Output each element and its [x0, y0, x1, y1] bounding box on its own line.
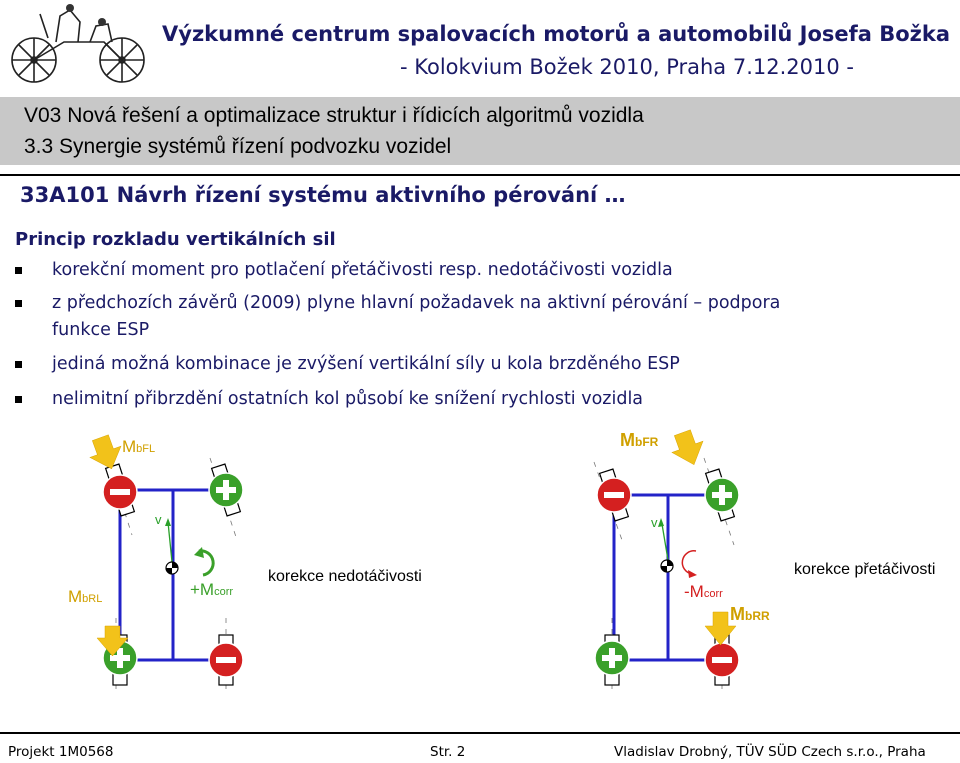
understeer-label: korekce nedotáčivosti	[268, 568, 422, 585]
vintage-car-logo-icon	[4, 2, 158, 88]
footer-divider	[0, 732, 960, 734]
footer-author: Vladislav Drobný, TÜV SÜD Czech s.r.o., Praha	[614, 744, 926, 760]
divider	[0, 174, 960, 176]
rotation-arrow-icon	[682, 551, 696, 574]
bullet-square-icon	[15, 396, 22, 403]
minus-icon	[209, 643, 243, 677]
section-line-2: 3.3 Synergie systémů řízení podvozku vozidel	[24, 135, 452, 158]
plus-icon	[705, 478, 739, 512]
bullet-2-text-cont: funkce ESP	[52, 320, 150, 340]
minus-icon	[597, 478, 631, 512]
mbfr-label: MbFR	[620, 430, 659, 450]
minus-icon	[705, 643, 739, 677]
oversteer-label: korekce přetáčivosti	[794, 561, 936, 578]
bullet-3-text: jediná možná kombinace je zvýšení vertikální síly u kola brzděného ESP	[52, 354, 680, 374]
oversteer-diagram	[594, 427, 739, 695]
mcorr-label: -Mcorr	[684, 582, 723, 601]
section-line-1: V03 Nová řešení a optimalizace struktur i řídicích algoritmů vozidla	[24, 104, 644, 127]
bullet-1-text: korekční moment pro potlačení přetáčivosti resp. nedotáčivosti vozidla	[52, 260, 673, 280]
footer-page: Str. 2	[430, 744, 466, 760]
footer-project: Projekt 1M0568	[8, 744, 114, 760]
velocity-label: v	[155, 512, 162, 527]
center-of-gravity-icon	[166, 562, 178, 574]
bullet-2-text: z předchozích závěrů (2009) plyne hlavní požadavek na aktivní pérování – podpora	[52, 293, 781, 313]
slide-subtitle: Princip rozkladu vertikálních sil	[15, 229, 336, 250]
plus-icon	[209, 473, 243, 507]
understeer-diagram	[85, 432, 243, 695]
header-subtitle: - Kolokvium Božek 2010, Praha 7.12.2010 -	[400, 55, 854, 79]
velocity-label: v	[651, 515, 658, 530]
bullet-square-icon	[15, 267, 22, 274]
bullet-4-text: nelimitní přibrzdění ostatních kol působí ke snížení rychlosti vozidla	[52, 389, 644, 409]
bullet-square-icon	[15, 300, 22, 307]
minus-icon	[103, 475, 137, 509]
slide-title: 33A101 Návrh řízení systému aktivního pérování …	[20, 183, 626, 207]
plus-icon	[595, 641, 629, 675]
force-arrow-icon	[667, 427, 710, 470]
bullet-square-icon	[15, 361, 22, 368]
mbrr-label: MbRR	[730, 604, 770, 624]
mbrl-label: MbRL	[68, 587, 103, 606]
mcorr-label: +Mcorr	[190, 580, 234, 599]
mbfl-label: MbFL	[122, 437, 156, 456]
header-title: Výzkumné centrum spalovacích motorů a automobilů Josefa Božka	[162, 22, 951, 46]
section-box	[0, 97, 960, 165]
center-of-gravity-icon	[661, 560, 673, 572]
